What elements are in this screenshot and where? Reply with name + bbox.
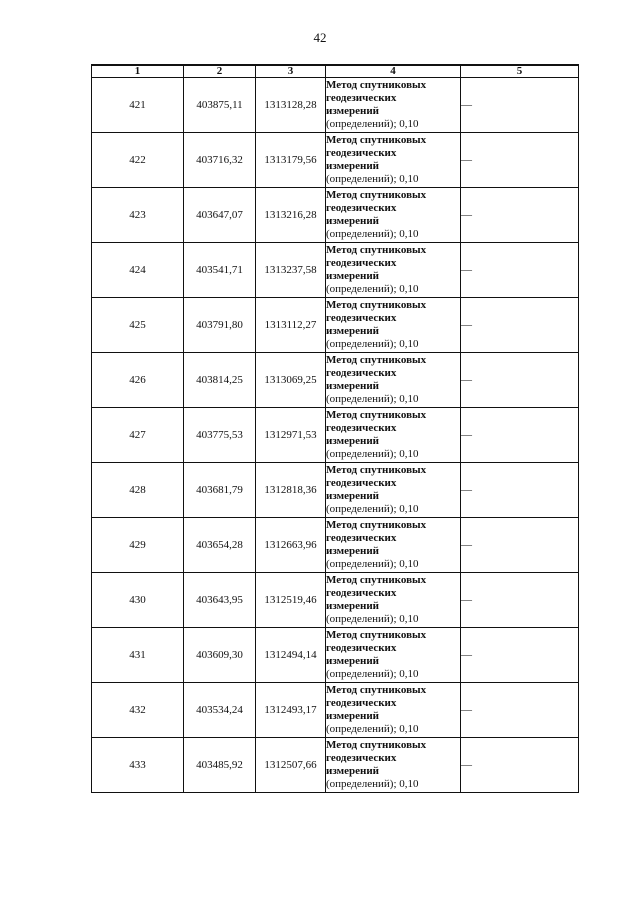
method-cell (326, 78, 461, 133)
point-number: 431 (92, 628, 184, 683)
method-line-1: Метод спутниковых (326, 574, 427, 586)
method-line-3: измерений (326, 215, 379, 227)
method-line-3: измерений (326, 435, 379, 447)
point-number: 427 (92, 408, 184, 463)
coordinate-y: 1312493,17 (256, 683, 326, 738)
method-line-2: геодезических (326, 697, 397, 709)
table-row (92, 243, 579, 298)
method-cell (326, 738, 461, 793)
method-line-3: измерений (326, 765, 379, 777)
method-cell (326, 573, 461, 628)
method-line-4: (определений); 0,10 (326, 723, 419, 735)
method-line-4: (определений); 0,10 (326, 503, 419, 515)
method-line-2: геодезических (326, 147, 397, 159)
column-header-4: 4 (326, 65, 461, 78)
method-line-4: (определений); 0,10 (326, 668, 419, 680)
method-line-1: Метод спутниковых (326, 519, 427, 531)
method-line-3: измерений (326, 325, 379, 337)
coordinate-x: 403654,28 (184, 518, 256, 573)
method-line-3: измерений (326, 490, 379, 502)
table-body (92, 78, 579, 793)
method-line-1: Метод спутниковых (326, 79, 427, 91)
method-line-1: Метод спутниковых (326, 134, 427, 146)
point-number: 423 (92, 188, 184, 243)
method-line-4: (определений); 0,10 (326, 283, 419, 295)
method-cell (326, 353, 461, 408)
description-cell: — (461, 683, 579, 738)
description-cell: — (461, 243, 579, 298)
method-line-1: Метод спутниковых (326, 299, 427, 311)
page-number: 42 (313, 30, 327, 45)
method-cell (326, 683, 461, 738)
table-row (92, 298, 579, 353)
description-cell: — (461, 188, 579, 243)
method-cell (326, 628, 461, 683)
method-line-2: геодезических (326, 477, 397, 489)
method-line-2: геодезических (326, 202, 397, 214)
table-row (92, 188, 579, 243)
method-line-3: измерений (326, 710, 379, 722)
point-number: 426 (92, 353, 184, 408)
description-cell: — (461, 78, 579, 133)
description-cell: — (461, 408, 579, 463)
method-line-2: геодезических (326, 257, 397, 269)
method-line-1: Метод спутниковых (326, 629, 427, 641)
table-row (92, 738, 579, 793)
table-row (92, 683, 579, 738)
point-number: 433 (92, 738, 184, 793)
method-line-3: измерений (326, 600, 379, 612)
description-cell: — (461, 353, 579, 408)
method-line-1: Метод спутниковых (326, 244, 427, 256)
method-line-4: (определений); 0,10 (326, 228, 419, 240)
method-line-2: геодезических (326, 312, 397, 324)
method-cell (326, 518, 461, 573)
coordinate-x: 403814,25 (184, 353, 256, 408)
coordinate-x: 403534,24 (184, 683, 256, 738)
method-line-3: измерений (326, 545, 379, 557)
method-cell (326, 133, 461, 188)
method-line-1: Метод спутниковых (326, 354, 427, 366)
column-header-1: 1 (92, 65, 184, 78)
coordinate-x: 403775,53 (184, 408, 256, 463)
coordinate-x: 403716,32 (184, 133, 256, 188)
method-line-2: геодезических (326, 532, 397, 544)
table-row (92, 133, 579, 188)
method-line-1: Метод спутниковых (326, 739, 427, 751)
column-header-5: 5 (461, 65, 579, 78)
table-row (92, 408, 579, 463)
method-line-2: геодезических (326, 752, 397, 764)
method-line-2: геодезических (326, 367, 397, 379)
column-header-3: 3 (256, 65, 326, 78)
method-line-1: Метод спутниковых (326, 189, 427, 201)
coordinate-y: 1313237,58 (256, 243, 326, 298)
description-cell: — (461, 298, 579, 353)
coordinate-y: 1313112,27 (256, 298, 326, 353)
method-cell (326, 298, 461, 353)
method-line-3: измерений (326, 105, 379, 117)
coordinate-x: 403541,71 (184, 243, 256, 298)
coordinate-y: 1313179,56 (256, 133, 326, 188)
description-cell: — (461, 463, 579, 518)
method-line-4: (определений); 0,10 (326, 448, 419, 460)
coordinate-x: 403647,07 (184, 188, 256, 243)
coordinate-y: 1312507,66 (256, 738, 326, 793)
coordinate-y: 1312971,53 (256, 408, 326, 463)
coordinates-table (91, 64, 579, 793)
point-number: 430 (92, 573, 184, 628)
coordinate-y: 1312818,36 (256, 463, 326, 518)
method-line-3: измерений (326, 160, 379, 172)
method-line-1: Метод спутниковых (326, 464, 427, 476)
point-number: 421 (92, 78, 184, 133)
description-cell: — (461, 518, 579, 573)
method-line-4: (определений); 0,10 (326, 338, 419, 350)
coordinate-x: 403681,79 (184, 463, 256, 518)
method-line-2: геодезических (326, 587, 397, 599)
coordinate-x: 403643,95 (184, 573, 256, 628)
method-line-4: (определений); 0,10 (326, 173, 419, 185)
method-line-4: (определений); 0,10 (326, 778, 419, 790)
coordinate-x: 403485,92 (184, 738, 256, 793)
method-line-3: измерений (326, 655, 379, 667)
method-line-2: геодезических (326, 642, 397, 654)
coordinate-y: 1312494,14 (256, 628, 326, 683)
table-row (92, 463, 579, 518)
table-row (92, 573, 579, 628)
table-row (92, 78, 579, 133)
table-header-row (92, 65, 579, 78)
description-cell: — (461, 628, 579, 683)
method-line-4: (определений); 0,10 (326, 613, 419, 625)
method-line-1: Метод спутниковых (326, 684, 427, 696)
coordinate-x: 403791,80 (184, 298, 256, 353)
method-line-1: Метод спутниковых (326, 409, 427, 421)
method-line-4: (определений); 0,10 (326, 118, 419, 130)
method-cell (326, 243, 461, 298)
method-line-3: измерений (326, 270, 379, 282)
coordinate-y: 1312663,96 (256, 518, 326, 573)
table-row (92, 353, 579, 408)
description-cell: — (461, 573, 579, 628)
method-cell (326, 463, 461, 518)
description-cell: — (461, 738, 579, 793)
point-number: 428 (92, 463, 184, 518)
method-cell (326, 408, 461, 463)
coordinate-y: 1313128,28 (256, 78, 326, 133)
point-number: 425 (92, 298, 184, 353)
point-number: 422 (92, 133, 184, 188)
point-number: 424 (92, 243, 184, 298)
method-line-2: геодезических (326, 422, 397, 434)
table-row (92, 518, 579, 573)
method-line-3: измерений (326, 380, 379, 392)
point-number: 432 (92, 683, 184, 738)
coordinate-x: 403609,30 (184, 628, 256, 683)
coordinate-x: 403875,11 (184, 78, 256, 133)
coordinate-y: 1312519,46 (256, 573, 326, 628)
method-cell (326, 188, 461, 243)
table-row (92, 628, 579, 683)
method-line-2: геодезических (326, 92, 397, 104)
coordinate-y: 1313216,28 (256, 188, 326, 243)
point-number: 429 (92, 518, 184, 573)
column-header-2: 2 (184, 65, 256, 78)
coordinate-y: 1313069,25 (256, 353, 326, 408)
description-cell: — (461, 133, 579, 188)
method-line-4: (определений); 0,10 (326, 393, 419, 405)
method-line-4: (определений); 0,10 (326, 558, 419, 570)
